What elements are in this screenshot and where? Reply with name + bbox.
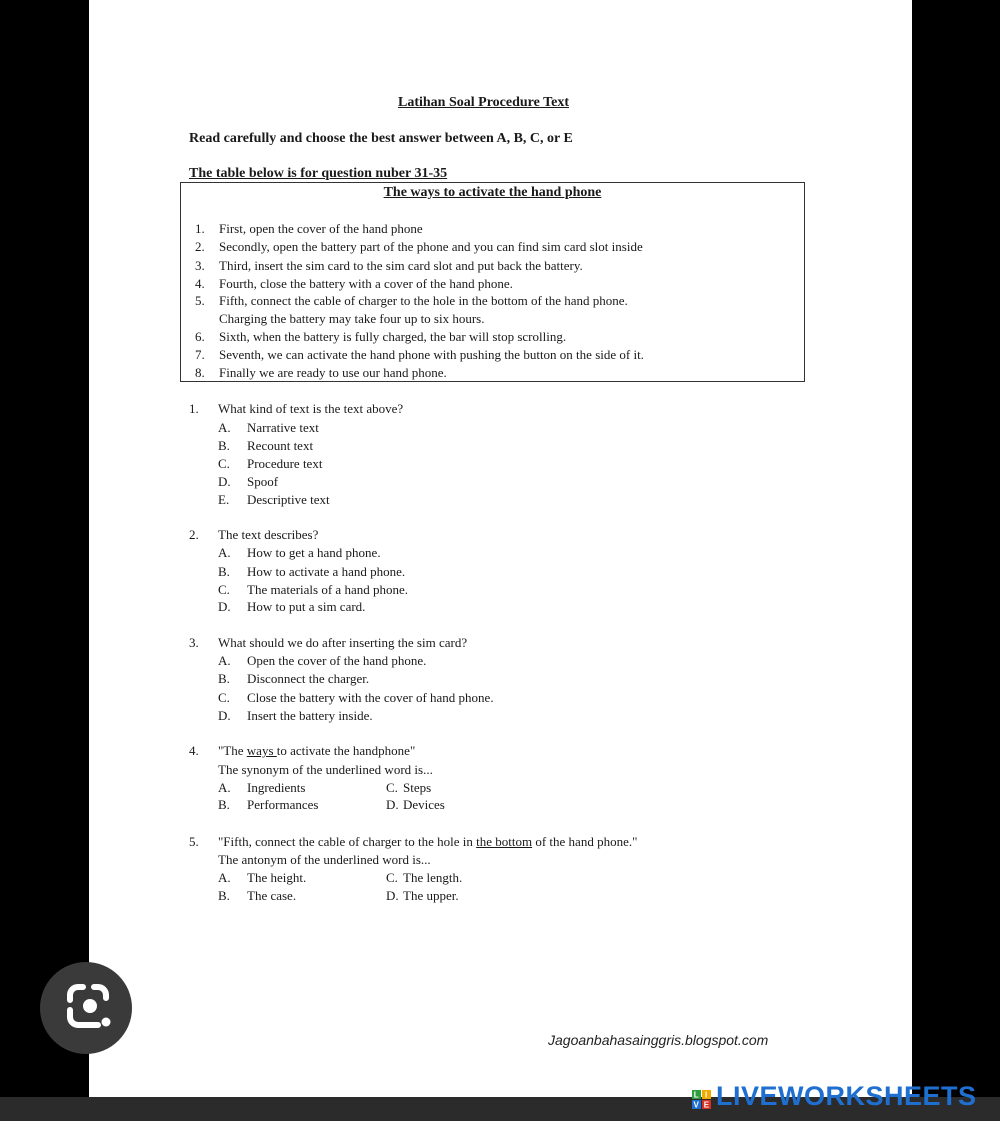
liveworksheets-watermark: [692, 1080, 977, 1112]
option-text: Recount text: [247, 438, 314, 453]
underlined-word: ways: [246, 743, 277, 758]
quote-text-before: "The: [218, 743, 247, 758]
liveworksheets-logo-icon: [692, 1086, 712, 1109]
option-text: Open the cover of the hand phone.: [247, 653, 427, 668]
logo-tile: [702, 1086, 711, 1099]
step-text: Seventh, we can activate the hand phone with pushing the button on the side of it.: [219, 347, 644, 362]
table-caption: The table below is for question nuber 31-35: [189, 166, 448, 181]
option-text: Performances: [247, 797, 319, 812]
option-text: Procedure text: [247, 456, 323, 471]
question-text: The antonym of the underlined word is...: [218, 852, 431, 867]
option-letter: A.: [218, 870, 231, 885]
step-number: 1.: [195, 221, 205, 236]
option-letter: A.: [218, 780, 231, 795]
option-letter: D.: [218, 474, 231, 489]
option-text: Narrative text: [247, 420, 319, 435]
option-letter: C.: [386, 780, 398, 795]
option-text: Devices: [403, 797, 445, 812]
underlined-word: the bottom: [476, 834, 533, 849]
option-text: Disconnect the charger.: [247, 671, 370, 686]
option-letter: D.: [386, 888, 399, 903]
option-text: How to put a sim card.: [247, 599, 366, 614]
step-text: Third, insert the sim card to the sim card slot and put back the battery.: [219, 258, 583, 273]
logo-tile: [702, 1096, 711, 1109]
question-text: What should we do after inserting the sim card?: [218, 635, 468, 650]
option-text: The length.: [403, 870, 463, 885]
step-number: 7.: [195, 347, 205, 362]
google-lens-icon: [40, 962, 132, 1054]
logo-tile: [692, 1086, 701, 1099]
option-letter: A.: [218, 545, 231, 560]
step-number: 8.: [195, 365, 205, 380]
quote-text-before: "Fifth, connect the cable of charger to the hole in: [218, 834, 477, 849]
option-text: Close the battery with the cover of hand phone.: [247, 690, 494, 705]
question-text: The text describes?: [218, 527, 319, 542]
option-text: The case.: [247, 888, 297, 903]
option-letter: C.: [218, 456, 230, 471]
option-text: How to activate a hand phone.: [247, 564, 406, 579]
step-text: Finally we are ready to use our hand phone.: [219, 365, 447, 380]
option-letter: D.: [218, 599, 231, 614]
quote-text-after: to activate the handphone": [276, 743, 416, 758]
quote-text-after: of the hand phone.": [532, 834, 638, 849]
svg-text:E: E: [703, 1100, 710, 1109]
option-letter: C.: [218, 690, 230, 705]
question-number: 5.: [189, 834, 199, 849]
step-text: Sixth, when the battery is fully charged, the bar will stop scrolling.: [219, 329, 567, 344]
question-text: The synonym of the underlined word is...: [218, 762, 433, 777]
svg-text:I: I: [705, 1090, 708, 1099]
option-letter: B.: [218, 888, 230, 903]
svg-text:V: V: [693, 1100, 699, 1109]
brand-name: LIVEWORKSHEETS: [716, 1080, 977, 1111]
option-text: Steps: [403, 780, 432, 795]
step-number: 2.: [195, 239, 205, 254]
instruction-text: Read carefully and choose the best answer between A, B, C, or E: [189, 131, 573, 146]
question-quote: [218, 834, 637, 850]
option-letter: B.: [218, 438, 230, 453]
option-letter: D.: [386, 797, 399, 812]
option-letter: B.: [218, 797, 230, 812]
step-number: 4.: [195, 276, 205, 291]
worksheet-title: Latihan Soal Procedure Text: [398, 95, 570, 110]
step-text: Charging the battery may take four up to six hours.: [219, 311, 485, 326]
worksheet-page: [89, 0, 912, 1097]
option-letter: A.: [218, 420, 231, 435]
option-text: Ingredients: [247, 780, 306, 795]
option-text: How to get a hand phone.: [247, 545, 381, 560]
svg-text:L: L: [693, 1090, 699, 1099]
option-text: Insert the battery inside.: [247, 708, 373, 723]
option-text: Spoof: [247, 474, 279, 489]
option-letter: D.: [218, 708, 231, 723]
question-number: 1.: [189, 401, 199, 416]
option-letter: C.: [386, 870, 398, 885]
step-number: 6.: [195, 329, 205, 344]
step-number: 5.: [195, 293, 205, 308]
steps-heading: The ways to activate the hand phone: [383, 185, 602, 200]
step-text: Fourth, close the battery with a cover of the hand phone.: [219, 276, 513, 291]
step-text: Secondly, open the battery part of the phone and you can find sim card slot inside: [219, 239, 643, 254]
question-quote: [218, 743, 415, 759]
option-letter: A.: [218, 653, 231, 668]
option-letter: C.: [218, 582, 230, 597]
step-text: Fifth, connect the cable of charger to the hole in the bottom of the hand phone.: [219, 293, 628, 308]
option-text: The materials of a hand phone.: [247, 582, 408, 597]
question-number: 2.: [189, 527, 199, 542]
question-text: What kind of text is the text above?: [218, 401, 404, 416]
logo-tile: [692, 1096, 701, 1109]
google-lens-button[interactable]: [40, 962, 132, 1054]
source-credit: Jagoanbahasainggris.blogspot.com: [548, 1032, 769, 1048]
option-text: The height.: [247, 870, 307, 885]
step-text: First, open the cover of the hand phone: [219, 221, 423, 236]
question-number: 4.: [189, 743, 199, 758]
option-text: The upper.: [403, 888, 459, 903]
option-letter: B.: [218, 671, 230, 686]
option-letter: B.: [218, 564, 230, 579]
question-number: 3.: [189, 635, 199, 650]
option-letter: E.: [218, 492, 230, 507]
step-number: 3.: [195, 258, 205, 273]
option-text: Descriptive text: [247, 492, 330, 507]
